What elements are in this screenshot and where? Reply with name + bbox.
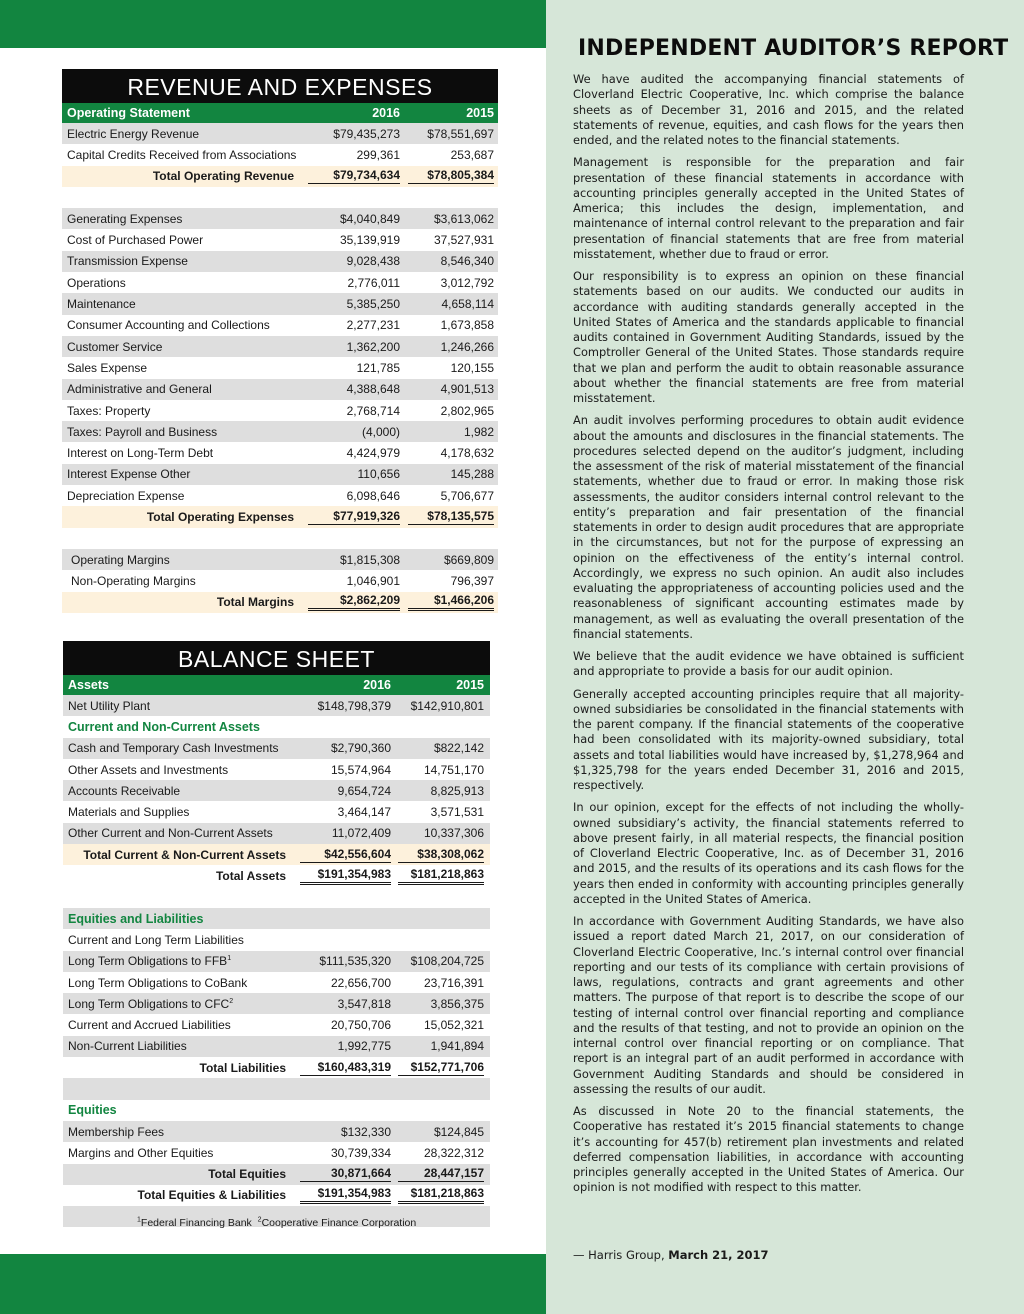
section-heading-current-assets [63,716,490,737]
row-label: Total Current & Non-Current Assets [83,847,286,862]
total-margins-row [62,592,498,613]
row-value-2016: $77,919,326 [308,509,400,525]
row-label-text: Transmission Expense [67,254,188,269]
report-paragraph: In our opinion, except for the effects of not including the wholly-owned subsidiary’s activity, the financial statements referred to above present fairly, in all material respects, the financial position of Cloverland Electric Cooperative, Inc. as of December 31, 2016 and 2015, and the results of its operations and its cash flows for the years then ended in conformity with accounting principles generally accepted in the United States of America. [573,800,964,906]
row-label: Capital Credits Received from Associations [67,147,297,162]
row-value-2015: $142,910,801 [410,698,484,713]
row-value-2015: 3,012,792 [440,275,494,290]
row-label-text: Operations [67,275,126,290]
row-value-2016: 9,028,438 [346,254,400,269]
table-row [63,738,490,759]
table-row [62,293,498,314]
table-row [62,123,498,144]
report-paragraph: We have audited the accompanying financial statements of Cloverland Electric Cooperative, Inc. which comprise the balance sheets as of December 31, 2016 and 2015, and the related statements of revenue, equities, and cash flows for the years then ended, and the related notes to the financial statements. [573,72,964,147]
row-value-2016: 9,654,724 [337,783,391,798]
row-value-2016: $79,435,273 [333,126,400,141]
table-row [63,1142,490,1163]
total-assets-row [63,865,490,886]
row-label: Total Margins [216,595,294,610]
row-label-text: Generating Expenses [67,211,183,226]
section-heading-equities-liabilities [63,908,490,929]
row-value-2016: 110,656 [357,467,400,482]
row-value-2015: 28,322,312 [423,1145,484,1160]
row-label [63,784,292,798]
table-row [63,993,490,1014]
row-label [63,976,292,990]
row-value-2016: 5,385,250 [346,297,400,312]
section-label: Equities and Liabilities [68,911,204,926]
header-year-2015: 2015 [456,678,484,692]
total-operating-expenses-row [62,506,498,527]
net-utility-plant-row [63,695,490,716]
row-value-2015: 796,397 [450,573,494,588]
total-operating-revenue-row [62,166,498,187]
row-value-2016: $148,798,379 [317,698,391,713]
row-label [63,741,292,755]
row-label-text: Consumer Accounting and Collections [67,318,270,333]
table-row [63,759,490,780]
row-value-2016: $1,815,308 [339,552,400,567]
row-label-text: Sales Expense [67,360,148,375]
revenue-expenses-table [62,69,498,613]
table-row [62,336,498,357]
row-value-2016: 15,574,964 [330,762,391,777]
row-label [63,763,292,777]
row-value-2015: 1,982 [463,424,494,439]
row-label [62,382,300,396]
row-value-2015: 15,052,321 [423,1018,484,1033]
table-row [62,315,498,336]
row-label [62,404,300,418]
row-label: Electric Energy Revenue [67,126,200,141]
section-heading-equities [63,1100,490,1121]
footnote-marker: 1 [227,955,232,963]
spacer [63,887,490,908]
row-value-2015: 3,571,531 [430,805,484,820]
footnote-marker: 2 [229,997,234,1005]
row-label-text: Administrative and General [67,382,212,397]
report-paragraph: We believe that the audit evidence we have obtained is sufficient and appropriate to provide a basis for our audit opinion. [573,649,964,679]
row-label: Total Liabilities [199,1060,286,1075]
row-value-2016: $42,556,604 [300,847,391,863]
report-signature [573,1248,769,1262]
row-value-2015: $669,809 [443,552,494,567]
section-label: Equities [68,1103,117,1118]
row-label-text: Maintenance [67,297,136,312]
row-value-2016: 22,656,700 [330,975,391,990]
row-label: Non-Operating Margins [71,573,196,588]
header-year-2015: 2015 [466,106,494,120]
row-value-2015: 23,716,391 [423,975,484,990]
row-value-2015: $3,613,062 [433,211,494,226]
row-value-2016: (4,000) [361,424,400,439]
row-value-2016: $2,790,360 [330,741,391,756]
row-value-2016: 20,750,706 [330,1018,391,1033]
row-label-text: Customer Service [67,339,163,354]
table-row [63,951,490,972]
table-row [62,570,498,591]
row-value-2015: 2,802,965 [440,403,494,418]
row-label [62,297,300,311]
table-row [63,1121,490,1142]
table-row [62,549,498,570]
balance-sheet-table [63,641,490,1227]
row-value-2015: $78,551,697 [427,126,494,141]
row-label: Current and Long Term Liabilities [68,932,244,947]
footnote-marker: 1 [137,1216,141,1224]
row-label-text: Current and Accrued Liabilities [68,1018,231,1033]
table-row [63,823,490,844]
spacer [62,187,498,208]
footnote [137,1217,416,1229]
table-row [63,801,490,822]
row-label [62,276,300,290]
row-label [62,254,300,268]
report-paragraph: Our responsibility is to express an opinion on these financial statements based on our audits. We conducted our audits in accordance with auditing standards generally accepted in the United States of America and the standards applicable to financial audits contained in Government Auditing Standards, issued by the Comptroller General of the United States. Those standards require that we plan and perform the audit to obtain reasonable assurance about whether the financial statements are free from material misstatement. [573,269,964,405]
spacer [63,1078,490,1099]
report-paragraph: In accordance with Government Auditing Standards, we have also issued a report dated March 21, 2017, on our consideration of Cloverland Electric Cooperative, Inc.’s internal control over financial reporting and our tests of its compliance with certain provisions of laws, regulations, contracts and grant agreements and other matters. The purpose of that report is to describe the scope of our testing of internal control over financial reporting and compliance and the results of that testing, and not to provide an opinion on the internal control over financial reporting or on compliance. That report is an integral part of an audit performed in accordance with Government Auditing Standards and should be considered in assessing the results of our audit. [573,914,964,1096]
row-label-text: Accounts Receivable [68,783,181,798]
table-row [62,272,498,293]
row-label-text: Long Term Obligations to CoBank [68,975,248,990]
footnote-text: Cooperative Finance Corporation [261,1217,417,1229]
row-value-2016: 30,871,664 [300,1166,391,1182]
row-label-text: Non-Current Liabilities [68,1039,187,1054]
signature-name: — Harris Group, [573,1248,665,1262]
row-label [62,425,300,439]
row-value-2015: $1,466,206 [408,593,494,611]
row-value-2015: 1,246,266 [440,339,494,354]
row-value-2016: $4,040,849 [339,211,400,226]
table-row [62,400,498,421]
row-label [63,1018,292,1032]
row-value-2015: 37,527,931 [433,233,494,248]
row-label: Total Assets [215,869,286,884]
row-label [62,489,300,503]
row-label [62,446,300,460]
row-value-2016: 30,739,334 [330,1145,391,1160]
row-value-2016: 1,992,775 [337,1039,391,1054]
row-label: Margins and Other Equities [68,1145,214,1160]
row-label-text: Other Assets and Investments [68,762,229,777]
header-label: Operating Statement [67,106,190,120]
bottom-green-band [0,1254,546,1314]
total-equities-row [63,1164,490,1185]
row-value-2016: 121,785 [356,360,400,375]
revenue-header-row [62,103,498,123]
row-value-2016: $132,330 [340,1124,391,1139]
table-row [62,357,498,378]
row-value-2015: $78,135,575 [408,509,494,525]
table-row [62,229,498,250]
row-value-2015: $152,771,706 [398,1060,484,1076]
row-label-text: Long Term Obligations to FFB [68,954,228,969]
row-value-2016: 3,464,147 [337,805,391,820]
row-label [63,826,292,840]
row-value-2016: $2,862,209 [308,593,400,611]
row-label [62,467,300,481]
total-equities-liabilities-row [63,1185,490,1206]
row-label [63,954,292,968]
row-value-2015: $124,845 [433,1124,484,1139]
table-row [63,972,490,993]
row-value-2015: 1,941,894 [430,1039,484,1054]
row-value-2015: 8,825,913 [430,783,484,798]
report-paragraph: An audit involves performing procedures to obtain audit evidence about the amounts and disclosures in the financial statements. The procedures selected depend on the auditor’s judgment, including the assessment of the risk of material misstatement of the financial statements, whether due to fraud or error. In making those risk assessments, the auditor considers internal control relevant to the entity’s preparation and fair presentation of the financial statements in order to design audit procedures that are appropriate in the circumstances, but not for the purpose of expressing an opinion on the effectiveness of the entity’s internal control. Accordingly, we express no such opinion. An audit also includes evaluating the appropriateness of accounting policies used and the reasonableness of significant accounting estimates made by management, as well as evaluating the overall presentation of the financial statements. [573,413,964,641]
row-label-text: Depreciation Expense [67,488,185,503]
row-label-text: Interest Expense Other [67,467,191,482]
subheading-liabilities [63,929,490,950]
row-value-2015: $108,204,725 [410,954,484,969]
report-title: INDEPENDENT AUDITOR’S REPORT [578,36,1009,61]
row-value-2015: $78,805,384 [408,168,494,184]
row-value-2016: 6,098,646 [346,488,400,503]
row-label-text: Cash and Temporary Cash Investments [68,741,279,756]
header-year-2016: 2016 [372,106,400,120]
row-value-2015: $181,218,863 [398,1186,484,1204]
row-value-2015: 4,658,114 [441,297,494,312]
row-label: Net Utility Plant [68,698,151,713]
row-value-2015: 253,687 [450,147,494,162]
row-label-text: Cost of Purchased Power [67,233,204,248]
row-label [62,233,300,247]
spacer [62,528,498,549]
row-value-2016: 35,139,919 [339,233,400,248]
row-value-2016: 3,547,818 [337,996,391,1011]
row-value-2016: 1,362,200 [346,339,400,354]
row-value-2015: 145,288 [450,467,494,482]
row-label-text: Other Current and Non-Current Assets [68,826,273,841]
row-label-text: Interest on Long-Term Debt [67,446,214,461]
row-value-2015: 120,155 [450,360,494,375]
row-value-2016: $79,734,634 [308,168,400,184]
row-value-2016: 2,277,231 [346,318,400,333]
row-value-2015: 4,178,632 [440,446,494,461]
row-label [63,1039,292,1053]
row-value-2015: 3,856,375 [430,996,484,1011]
table-row [63,1014,490,1035]
row-label: Operating Margins [71,552,170,567]
top-green-band [0,0,546,48]
footnote-marker: 2 [257,1216,262,1224]
table-row [62,208,498,229]
total-liabilities-row [63,1057,490,1078]
row-value-2016: 299,361 [356,147,400,162]
row-value-2015: 5,706,677 [440,488,494,503]
row-value-2015: 1,673,858 [440,318,494,333]
row-value-2016: 11,072,409 [331,826,391,841]
row-value-2016: $191,354,983 [300,867,391,885]
report-body [573,72,964,1203]
table-row [62,251,498,272]
revenue-table-title: REVENUE AND EXPENSES [62,69,498,103]
report-paragraph: Management is responsible for the preparation and fair presentation of these financial statements in accordance with accounting principles generally accepted in the United States of America; this includes the design, implementation, and maintenance of internal control relevant to the preparation and fair presentation of financial statements that are free from material misstatement, whether due to fraud or error. [573,155,964,261]
row-label [63,997,292,1011]
header-year-2016: 2016 [363,678,391,692]
row-value-2015: 8,546,340 [440,254,494,269]
row-label-text: Taxes: Payroll and Business [67,424,218,439]
table-row [62,464,498,485]
row-value-2015: $822,142 [433,741,484,756]
row-value-2016: 2,776,011 [347,275,400,290]
row-value-2015: 4,901,513 [440,382,494,397]
table-row [63,1036,490,1057]
row-value-2016: 2,768,714 [346,403,400,418]
row-label [62,212,300,226]
row-value-2016: $160,483,319 [300,1060,391,1076]
row-label: Total Operating Revenue [152,169,294,184]
row-value-2016: 1,046,901 [346,573,400,588]
signature-date: March 21, 2017 [668,1248,769,1262]
row-label [62,340,300,354]
row-label: Membership Fees [68,1124,165,1139]
table-row [62,442,498,463]
table-row [63,780,490,801]
row-label [62,361,300,375]
header-label: Assets [68,678,109,692]
balance-table-title: BALANCE SHEET [63,641,490,675]
row-value-2015: $181,218,863 [398,867,484,885]
row-label: Total Equities [208,1167,286,1182]
row-label: Total Operating Expenses [146,509,294,524]
row-value-2015: 28,447,157 [398,1166,484,1182]
row-label [62,318,300,332]
balance-header-row [63,675,490,695]
row-label-text: Taxes: Property [67,403,151,418]
report-paragraph: As discussed in Note 20 to the financial statements, the Cooperative has restated it’s 2015 financial statements to change it’s accounting for 457(b) retirement plan investments and related deferred compensation liabilities, in accordance with accounting principles generally accepted in the United States of America. Our opinion is not modified with respect to this matter. [573,1104,964,1195]
total-current-assets-row [63,844,490,865]
row-value-2016: 4,424,979 [346,446,400,461]
row-label [63,805,292,819]
table-row [62,144,498,165]
table-row [62,379,498,400]
table-row [62,485,498,506]
row-value-2016: $191,354,983 [300,1186,391,1204]
row-label-text: Materials and Supplies [68,805,190,820]
row-value-2016: $111,535,320 [319,954,391,969]
row-value-2015: 14,751,170 [423,762,484,777]
row-value-2016: 4,388,648 [346,382,400,397]
row-label-text: Long Term Obligations to CFC [68,996,230,1011]
footnote-text: Federal Financing Bank [140,1217,252,1229]
row-label: Total Equities & Liabilities [137,1188,286,1203]
row-value-2015: 10,337,306 [423,826,484,841]
report-paragraph: Generally accepted accounting principles require that all majority-owned subsidiaries be consolidated in the financial statements with the parent company. If the financial statements of the cooperative had been consolidated with its majority-owned subsidiary, total assets and total liabilities would have increased by, $1,278,964 and $1,325,798 for the years ended December 31, 2016 and 2015, respectively. [573,686,964,792]
table-row [62,421,498,442]
row-value-2015: $38,308,062 [398,847,484,863]
section-label: Current and Non-Current Assets [68,719,260,734]
